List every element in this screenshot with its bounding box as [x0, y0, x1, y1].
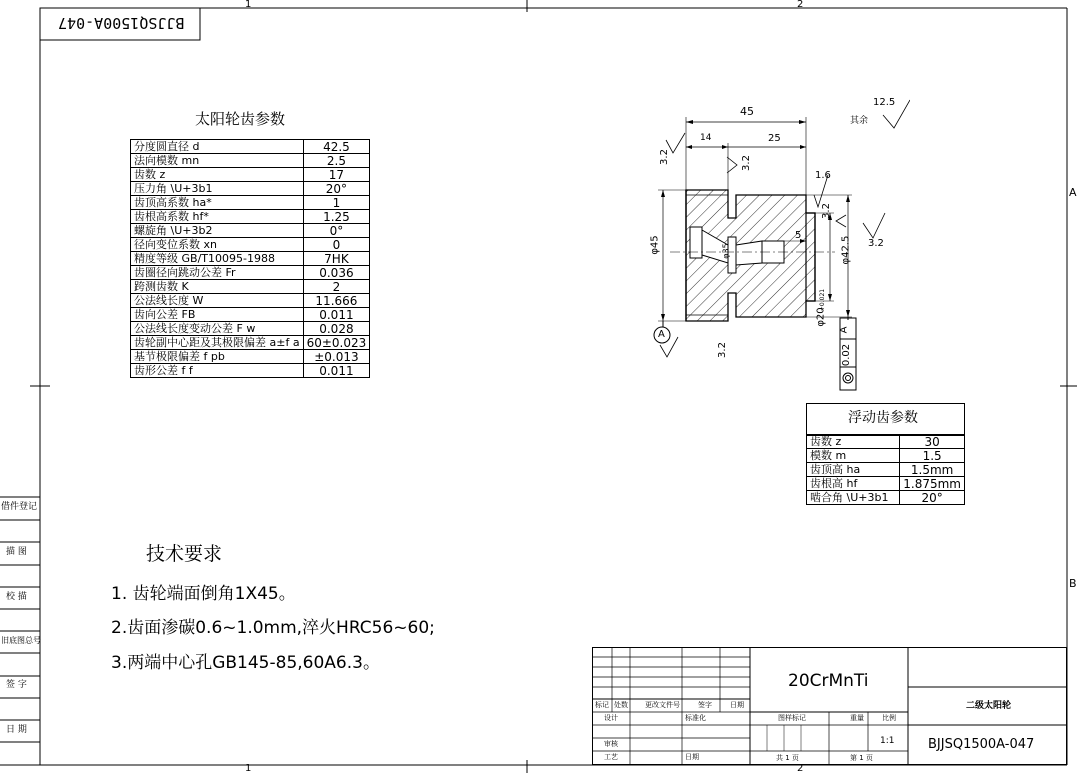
strip-sign: 签 字	[6, 680, 27, 690]
tech-req-item-2: 2.齿面渗碳0.6~1.0mm,淬火HRC56~60;	[111, 618, 435, 638]
tb-label-count: 处数	[614, 701, 628, 709]
parameter-name: 基节极限偏差 f pb	[131, 350, 304, 364]
strip-borrow-register: 借件登记	[1, 502, 38, 512]
parameter-name: 齿形公差 f f	[131, 364, 304, 378]
parameter-row	[131, 322, 370, 336]
dim-length-14: 14	[700, 133, 712, 143]
parameter-row	[131, 168, 370, 182]
dim-length-25: 25	[768, 133, 781, 144]
parameter-row	[131, 266, 370, 280]
tech-req-item-3: 3.两端中心孔GB145-85,60A6.3。	[111, 653, 380, 673]
zone-label-2-top: 2	[797, 0, 804, 10]
parameter-name: 齿顶高 ha	[807, 463, 900, 477]
title-part-name: 二级太阳轮	[966, 701, 1012, 711]
roughness-3-2-left: 3.2	[658, 149, 670, 165]
parameter-value: 42.5	[303, 140, 370, 154]
parameter-row	[807, 449, 965, 463]
parameter-value: 7HK	[303, 252, 370, 266]
dim-dia-20-tolerance: +0.021	[819, 288, 827, 312]
parameter-name: 齿轮副中心距及其极限偏差 a±f a	[131, 336, 304, 350]
parameter-name: 齿数 z	[131, 168, 304, 182]
parameter-name: 啮合角 \U+3b1	[807, 491, 900, 505]
float-table-title: 浮动齿参数	[848, 410, 918, 426]
parameter-value: 0.028	[303, 322, 370, 336]
tech-req-title: 技术要求	[146, 543, 223, 565]
parameter-name: 齿向公差 FB	[131, 308, 304, 322]
parameter-row	[807, 463, 965, 477]
title-sheets-total: 共 1 页	[776, 754, 799, 762]
zone-label-2-bottom: 2	[797, 763, 804, 774]
parameter-row	[131, 224, 370, 238]
parameter-value: 2.5	[303, 154, 370, 168]
parameter-value: 30	[900, 435, 965, 449]
parameter-value: 0.036	[303, 266, 370, 280]
title-drawing-code: BJJSQ1500A-047	[928, 737, 1035, 752]
roughness-1-6: 1.6	[815, 170, 831, 181]
parameter-name: 齿顶高系数 ha*	[131, 196, 304, 210]
strip-old-number: 旧底图总号	[1, 636, 41, 645]
parameter-row	[131, 238, 370, 252]
parameter-row	[131, 364, 370, 378]
parameter-name: 齿数 z	[807, 435, 900, 449]
tb-label-date: 日期	[730, 701, 744, 709]
parameter-name: 精度等级 GB/T10095-1988	[131, 252, 304, 266]
tb-label-std: 标准化	[685, 714, 706, 722]
parameter-value: 20°	[303, 182, 370, 196]
parameter-value: 0°	[303, 224, 370, 238]
zone-label-a: A	[1069, 186, 1077, 199]
tb-label-stage: 图样标记	[778, 714, 806, 722]
parameter-value: 2	[303, 280, 370, 294]
parameter-row	[807, 435, 965, 449]
parameter-row	[131, 154, 370, 168]
sun-gear-parameter-table	[130, 139, 370, 378]
dim-dia-45: φ45	[649, 235, 661, 255]
parameter-value: 1.25	[303, 210, 370, 224]
parameter-row	[807, 477, 965, 491]
parameter-row	[131, 336, 370, 350]
tb-label-sign: 签字	[698, 701, 712, 709]
parameter-value: 0.011	[303, 364, 370, 378]
tb-label-process: 工艺	[604, 753, 618, 761]
parameter-name: 径向变位系数 xn	[131, 238, 304, 252]
parameter-row	[131, 252, 370, 266]
tech-req-item-1: 1. 齿轮端面倒角1X45。	[111, 584, 296, 604]
roughness-rest-label: 其余	[850, 116, 869, 126]
floating-gear-parameter-table	[806, 434, 965, 505]
tb-label-ratio: 比例	[882, 714, 896, 722]
tolerance-datum-ref: A	[838, 326, 850, 334]
parameter-value: 1	[303, 196, 370, 210]
dim-dia-35: φ35	[721, 243, 731, 259]
parameter-row	[131, 196, 370, 210]
parameter-value: 60±0.023	[303, 336, 370, 350]
parameter-row	[131, 182, 370, 196]
parameter-name: 压力角 \U+3b1	[131, 182, 304, 196]
roughness-3-2-bottom: 3.2	[716, 342, 728, 358]
parameter-value: 20°	[900, 491, 965, 505]
dim-dia-42-5: φ42.5	[840, 235, 852, 265]
tb-label-date2: 日期	[685, 753, 699, 761]
parameter-name: 齿圈径向跳动公差 Fr	[131, 266, 304, 280]
parameter-name: 分度圆直径 d	[131, 140, 304, 154]
parameter-row	[131, 140, 370, 154]
parameter-row	[807, 491, 965, 505]
strip-trace: 描 图	[6, 547, 27, 557]
parameter-value: 17	[303, 168, 370, 182]
strip-date: 日 期	[6, 725, 27, 735]
parameter-value: 0	[303, 238, 370, 252]
parameter-name: 公法线长度变动公差 F w	[131, 322, 304, 336]
parameter-name: 螺旋角 \U+3b2	[131, 224, 304, 238]
parameter-value: 1.5	[900, 449, 965, 463]
dim-length-5: 5	[795, 230, 802, 241]
tb-label-design: 设计	[604, 714, 618, 722]
tb-label-mark: 标记	[595, 701, 609, 709]
dim-dia-20: φ20	[815, 307, 827, 327]
parameter-name: 跨测齿数 K	[131, 280, 304, 294]
parameter-name: 齿根高系数 hf*	[131, 210, 304, 224]
parameter-name: 模数 m	[807, 449, 900, 463]
title-scale: 1:1	[880, 736, 895, 746]
strip-check-trace: 校 描	[6, 592, 27, 602]
drawing-code-rotated: BJJSQ1500A-047	[58, 14, 185, 32]
roughness-3-2-shaft: 3.2	[868, 238, 884, 249]
dim-length-45: 45	[740, 105, 754, 118]
zone-label-1-bottom: 1	[245, 763, 252, 774]
roughness-12-5: 12.5	[873, 97, 896, 108]
parameter-name: 公法线长度 W	[131, 294, 304, 308]
title-material: 20CrMnTi	[788, 671, 869, 691]
parameter-name: 法向模数 mn	[131, 154, 304, 168]
tb-label-doc: 更改文件号	[645, 701, 680, 709]
parameter-row	[131, 280, 370, 294]
parameter-value: 0.011	[303, 308, 370, 322]
zone-label-b: B	[1069, 577, 1077, 590]
tb-label-weight: 重量	[850, 714, 864, 722]
roughness-3-2-top: 3.2	[740, 155, 752, 171]
title-sheet-number: 第 1 页	[850, 754, 873, 762]
roughness-3-2-right: 3.2	[820, 203, 832, 219]
datum-a-label: A	[658, 329, 665, 340]
parameter-value: 1.5mm	[900, 463, 965, 477]
parameter-value: 11.666	[303, 294, 370, 308]
sun-table-title: 太阳轮齿参数	[195, 110, 286, 128]
parameter-row	[131, 350, 370, 364]
parameter-row	[131, 308, 370, 322]
zone-label-1-top: 1	[245, 0, 252, 10]
parameter-name: 齿根高 hf	[807, 477, 900, 491]
parameter-value: 1.875mm	[900, 477, 965, 491]
parameter-row	[131, 294, 370, 308]
parameter-value: ±0.013	[303, 350, 370, 364]
parameter-row	[131, 210, 370, 224]
tolerance-value: 0.02	[841, 343, 853, 367]
tb-label-review: 审核	[604, 740, 618, 748]
